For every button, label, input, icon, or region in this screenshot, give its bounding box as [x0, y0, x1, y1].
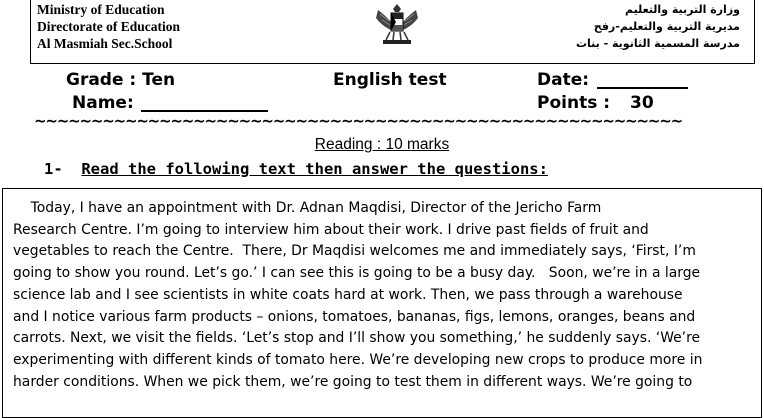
- question-text: Read the following text then answer the questions:: [81, 160, 548, 178]
- header-line: Ministry of Education: [37, 2, 165, 17]
- passage-line: Research Centre. I’m going to interview him about their work. I drive past fields of fruit and: [13, 221, 649, 238]
- ministry-header-arabic: [576, 1, 740, 52]
- grade-label: Grade : Ten: [66, 70, 176, 90]
- date-blank[interactable]: [597, 87, 688, 89]
- header-line-arabic: مديرية التربية والتعليم-رفح: [593, 20, 740, 33]
- reading-passage: [13, 198, 755, 393]
- test-title: English test: [333, 70, 447, 90]
- ministry-header-english: [37, 1, 180, 52]
- passage-line: going to show you round. Let’s go.’ I can see this is going to be a busy day. Soon, we’re in a large: [13, 265, 701, 282]
- question-number: 1-: [44, 160, 63, 178]
- reading-passage-box: [2, 188, 762, 418]
- palestine-eagle-emblem-icon: [372, 0, 422, 46]
- passage-line: harder conditions. When we pick them, we’re going to test them in different ways. We’re going to: [13, 373, 693, 390]
- passage-line: and I notice various farm products – onions, tomatoes, bananas, figs, lemons, oranges, beans and: [13, 308, 696, 325]
- passage-line: science lab and I see scientists in white coats hard at work. Then, we pass through a warehouse: [13, 286, 683, 303]
- header-line-arabic: وزارة التربية والتعليم: [625, 3, 740, 16]
- passage-line: Today, I have an appointment with Dr. Adnan Maqdisi, Director of the Jericho Farm: [13, 200, 602, 216]
- name-blank[interactable]: [141, 110, 268, 112]
- header-line: Directorate of Education: [37, 19, 180, 34]
- header-line: Al Masmiah Sec.School: [37, 36, 173, 51]
- date-label: Date:: [537, 70, 590, 90]
- separator-line: ~~~~~~~~~~~~~~~~~~~~~~~~~~~~~~~~~~~~~~~~~~~~~~~~~~~~~~~~~: [34, 113, 682, 129]
- passage-line: vegetables to reach the Centre. There, Dr Maqdisi welcomes me and immediately says, ‘First, I’m: [13, 243, 696, 260]
- reading-subtitle: Reading : 10 marks: [314, 136, 450, 153]
- points-label: Points :: [537, 93, 611, 113]
- question-heading: [44, 160, 548, 178]
- passage-line: experimenting with different kinds of tomato here. We’re developing new crops to produce more in: [13, 351, 703, 368]
- name-label: Name:: [72, 93, 134, 113]
- passage-line: carrots. Next, we visit the fields. ‘Let’s stop and I’ll show you something,’ he suddenly says. ‘We’re: [13, 330, 701, 347]
- header-line-arabic: مدرسة المسمية الثانوية - بنات: [575, 37, 740, 50]
- points-value: 30: [630, 93, 654, 113]
